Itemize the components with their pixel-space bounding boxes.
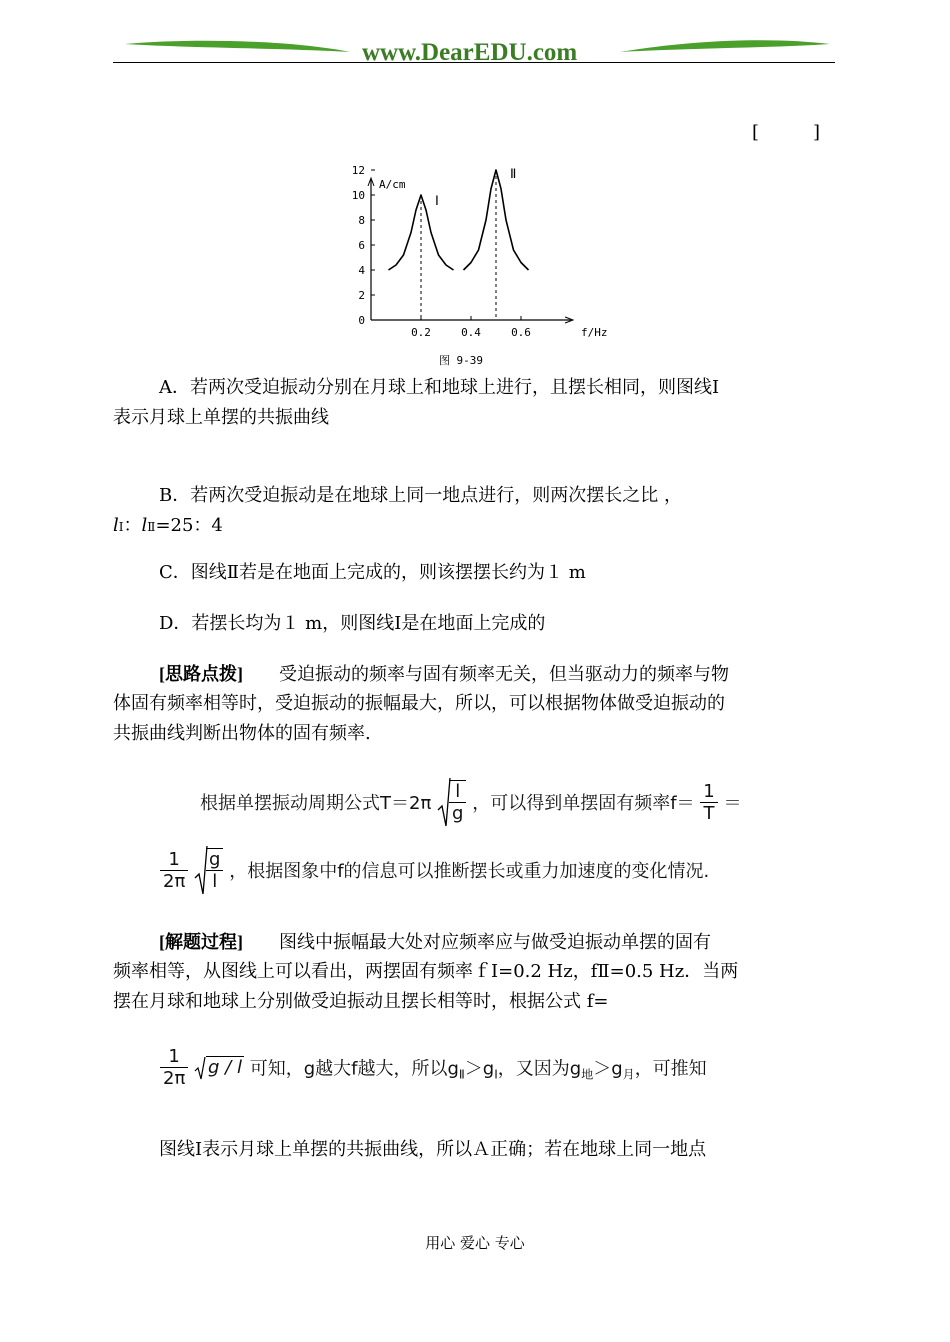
sol-gt1: ＞g (464, 1058, 495, 1080)
y-tick-label: 0 (358, 314, 365, 327)
frac-1-over-2pi-b (160, 1046, 188, 1089)
page-footer: 用心 爱心 专心 (425, 1234, 525, 1252)
figure-caption: 图 9-39 (438, 354, 484, 367)
resonance-figure (335, 164, 608, 372)
formula-prefix: 根据单摆振动周期公式T＝2π (200, 793, 432, 814)
sol-sub3: 地 (581, 1067, 594, 1082)
formula-eq: ＝ (723, 793, 742, 814)
y-tick-label: 4 (358, 264, 365, 277)
frac-1-over-T (700, 781, 717, 824)
solution-text1: 图线中振幅最大处对应频率应与做受迫振动单摆的固有 (243, 932, 711, 953)
sub-1: Ⅰ (118, 520, 124, 534)
sol-sub4: 月 (622, 1067, 635, 1082)
frac2-den: 2π (163, 870, 186, 892)
formula-f (160, 1046, 707, 1089)
sub-2: Ⅱ (147, 520, 156, 534)
formula-period (200, 776, 741, 828)
formula-frequency (160, 844, 709, 896)
sol-text1: 可知，g越大f越大，所以g (249, 1058, 459, 1080)
site-logo-banner (120, 30, 835, 70)
option-c: C．图线Ⅱ若是在地面上完成的，则该摆摆长约为１ m (159, 562, 586, 583)
y-tick-label: 2 (358, 289, 365, 302)
hint-tag: [思路点拨] (159, 664, 243, 684)
x-tick-label: 0.2 (411, 326, 431, 339)
hint-line3: 共振曲线判断出物体的固有频率. (113, 723, 371, 744)
sqrt-g-l (194, 1055, 244, 1081)
radical-sign-3 (194, 1055, 206, 1081)
sqrt-g-over-l (194, 844, 223, 896)
frac3-num: 1 (160, 1046, 188, 1068)
sqrt-l-over-g (437, 776, 466, 828)
right-leaf-swoosh (620, 40, 830, 52)
option-a-line2: 表示月球上单摆的共振曲线 (113, 407, 329, 428)
sol-sub2: Ⅰ (494, 1067, 498, 1082)
solution-line3: 摆在月球和地球上分别做受迫振动且摆长相等时，根据公式 f= (113, 991, 609, 1012)
sol-sub1: Ⅱ (458, 1067, 465, 1082)
left-leaf-swoosh (125, 41, 350, 52)
frac-den: T (703, 802, 715, 824)
frac-num: 1 (700, 781, 717, 803)
sqrt-num: l (449, 781, 466, 803)
option-b-line1: B．若两次受迫振动是在地球上同一地点进行，则两次摆长之比 ， (159, 485, 682, 506)
ratio-colon: ： (123, 515, 142, 536)
option-b-line2 (113, 511, 838, 542)
y-tick-label: 6 (358, 239, 365, 252)
solution-line4: 图线Ⅰ表示月球上单摆的共振曲线，所以Ａ正确；若在地球上同一地点 (159, 1139, 707, 1160)
sol-text2: ，又因为g (497, 1058, 582, 1080)
y-tick-label: 12 (351, 164, 365, 177)
sqrt2-den: l (212, 871, 218, 892)
site-url: www.DearEDU.com (362, 39, 578, 66)
frac3-den: 2π (163, 1068, 186, 1089)
solution-tag: [解题过程] (159, 932, 243, 952)
header-rule (113, 62, 835, 63)
x-tick-label: 0.4 (461, 326, 481, 339)
var-l1: l (113, 515, 119, 536)
y-axis-label: A/cm (379, 178, 406, 191)
x-tick-label: 0.6 (511, 326, 531, 339)
chart-area (352, 164, 608, 367)
ratio-value: =25：4 (155, 515, 223, 536)
var-l2: l (141, 515, 148, 536)
y-tick-label: 10 (351, 189, 365, 202)
formula-middle: ，可以得到单摆固有频率f＝ (472, 793, 695, 814)
hint-text1: 受迫振动的频率与固有频率无关，但当驱动力的频率与物 (243, 664, 729, 685)
sqrt3-content: g / l (208, 1056, 242, 1078)
sol-text3: ，可推知 (634, 1058, 707, 1080)
curve-label-1: Ⅰ (435, 194, 439, 209)
sol-gt2: ＞g (593, 1058, 623, 1080)
sqrt-den: g (452, 803, 464, 824)
curve-label-2: Ⅱ (510, 167, 517, 182)
y-tick-label: 8 (358, 214, 365, 227)
hint-line1 (113, 659, 884, 690)
frac2-num: 1 (160, 849, 188, 871)
solution-line2: 频率相等，从图线上可以看出，两摆固有频率ｆⅠ=0.2 Hz，fⅡ=0.5 Hz．当两 (113, 961, 739, 982)
formula-text: ，根据图象中f的信息可以推断摆长或重力加速度的变化情况. (229, 861, 710, 882)
answer-bracket: [ ] (752, 122, 821, 143)
option-a-line1: A．若两次受迫振动分别在月球上和地球上进行，且摆长相同，则图线Ⅰ (159, 377, 720, 398)
option-d: D．若摆长均为１ m，则图线Ⅰ是在地面上完成的 (159, 613, 546, 634)
x-axis-label: f/Hz (581, 326, 608, 339)
sqrt2-num: g (206, 849, 223, 871)
hint-line2: 体固有频率相等时，受迫振动的振幅最大，所以，可以根据物体做受迫振动的 (113, 693, 725, 714)
frac-1-over-2pi (160, 849, 188, 892)
solution-line1 (113, 927, 884, 958)
